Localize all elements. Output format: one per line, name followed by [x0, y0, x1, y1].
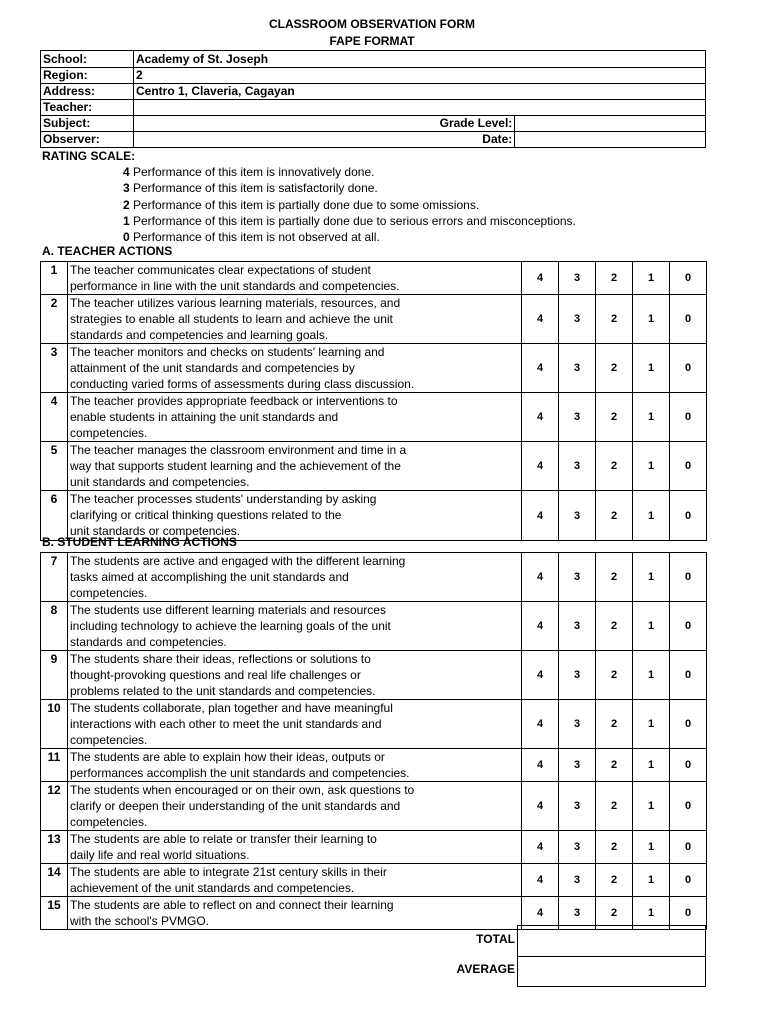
item-number: 1 [41, 262, 68, 295]
rating-level-text: Performance of this item is not observed at all. [133, 230, 380, 245]
item-description-line: The teacher communicates clear expectations of student [70, 263, 371, 277]
rating-option-4[interactable]: 4 [522, 393, 559, 442]
rating-option-4[interactable]: 4 [522, 553, 559, 602]
item-description-line: including technology to achieve the learning goals of the unit [70, 619, 391, 633]
item-description-line: standards and competencies and learning goals. [70, 328, 329, 342]
item-description-line: achievement of the unit standards and competencies. [70, 881, 355, 895]
rating-level-score: 2 [123, 197, 130, 212]
item-description-line: clarify or deepen their understanding of the unit standards and [70, 799, 401, 813]
item-description-line: daily life and real world situations. [70, 848, 250, 862]
item-description-line: The students are able to relate or transfer their learning to [70, 832, 377, 846]
rating-option-3[interactable]: 3 [559, 553, 596, 602]
rating-option-4[interactable]: 4 [522, 491, 559, 541]
item-number: 13 [41, 831, 68, 864]
rating-option-4[interactable]: 4 [522, 262, 559, 295]
item-description-line: The students when encouraged or on their own, ask questions to [70, 783, 415, 797]
item-description [68, 700, 522, 749]
rating-option-1[interactable]: 1 [633, 491, 670, 541]
subject-label: Subject: [41, 116, 134, 132]
rating-level [42, 197, 576, 213]
rating-level-text: Performance of this item is partially done due to some omissions. [133, 197, 480, 212]
rating-option-0[interactable]: 0 [670, 553, 707, 602]
rating-option-4[interactable]: 4 [522, 831, 559, 864]
rating-option-2[interactable]: 2 [596, 442, 633, 491]
rating-level [42, 213, 576, 229]
rating-option-3[interactable]: 3 [559, 831, 596, 864]
item-description-line: with the school's PVMGO. [70, 914, 210, 928]
rating-option-1[interactable]: 1 [633, 864, 670, 897]
rating-level-text: Performance of this item is satisfactorily done. [133, 181, 378, 196]
rating-option-0[interactable]: 0 [670, 700, 707, 749]
item-description-line: The students use different learning materials and resources [70, 603, 386, 617]
school-value[interactable]: Academy of St. Joseph [134, 51, 706, 68]
rating-level-score: 3 [123, 181, 130, 196]
rating-option-2[interactable]: 2 [596, 831, 633, 864]
rating-option-0[interactable]: 0 [670, 749, 707, 782]
item-description-line: competencies. [70, 426, 148, 440]
rating-option-2[interactable]: 2 [596, 897, 633, 930]
item-description-line: The teacher processes students' understanding by asking [70, 492, 377, 506]
item-description-line: tasks aimed at accomplishing the unit standards and [70, 570, 349, 584]
item-description-line: The teacher utilizes various learning materials, resources, and [70, 296, 401, 310]
rating-option-2[interactable]: 2 [596, 782, 633, 831]
average-label: AVERAGE [456, 962, 515, 976]
rating-option-4[interactable]: 4 [522, 651, 559, 700]
item-number: 7 [41, 553, 68, 602]
rating-option-3[interactable]: 3 [559, 651, 596, 700]
item-description-line: attainment of the unit standards and competencies by [70, 361, 355, 375]
item-description-line: The students share their ideas, reflections or solutions to [70, 652, 371, 666]
item-description-line: enable students in attaining the unit standards and [70, 410, 339, 424]
observer-field[interactable] [134, 132, 325, 148]
item-row [41, 864, 707, 897]
rating-option-2[interactable]: 2 [596, 344, 633, 393]
item-description-line: conducting varied forms of assessments during class discussion. [70, 377, 415, 391]
item-number: 10 [41, 700, 68, 749]
rating-option-2[interactable]: 2 [596, 651, 633, 700]
rating-scale [42, 148, 576, 245]
item-row [41, 553, 707, 602]
rating-option-0[interactable]: 0 [670, 782, 707, 831]
rating-option-0[interactable]: 0 [670, 442, 707, 491]
rating-option-3[interactable]: 3 [559, 749, 596, 782]
rating-option-1[interactable]: 1 [633, 749, 670, 782]
subject-field[interactable] [134, 116, 325, 132]
rating-option-1[interactable]: 1 [633, 782, 670, 831]
rating-option-4[interactable]: 4 [522, 897, 559, 930]
rating-option-3[interactable]: 3 [559, 700, 596, 749]
item-description-line: The teacher monitors and checks on students' learning and [70, 345, 385, 359]
rating-option-4[interactable]: 4 [522, 782, 559, 831]
rating-option-2[interactable]: 2 [596, 864, 633, 897]
item-row [41, 295, 707, 344]
rating-option-1[interactable]: 1 [633, 651, 670, 700]
rating-option-0[interactable]: 0 [670, 897, 707, 930]
item-description [68, 262, 522, 295]
rating-level [42, 229, 576, 245]
rating-option-4[interactable]: 4 [522, 864, 559, 897]
observer-label: Observer: [41, 132, 134, 148]
rating-option-1[interactable]: 1 [633, 393, 670, 442]
item-description-line: clarifying or critical thinking questions related to the [70, 508, 342, 522]
totals-area [40, 925, 706, 987]
item-description [68, 553, 522, 602]
region-label: Region: [41, 68, 134, 84]
item-description-line: thought-provoking questions and real life challenges or [70, 668, 361, 682]
item-number: 8 [41, 602, 68, 651]
total-field[interactable] [517, 925, 706, 957]
rating-option-0[interactable]: 0 [670, 602, 707, 651]
item-description-line: way that supports student learning and the achievement of the [70, 459, 401, 473]
item-row [41, 602, 707, 651]
rating-option-4[interactable]: 4 [522, 602, 559, 651]
rating-level [42, 180, 576, 196]
section-b-title: B. STUDENT LEARNING ACTIONS [42, 535, 237, 549]
item-description [68, 749, 522, 782]
rating-option-2[interactable]: 2 [596, 491, 633, 541]
item-number: 3 [41, 344, 68, 393]
item-description-line: The students are active and engaged with the different learning [70, 554, 406, 568]
item-description [68, 864, 522, 897]
rating-option-2[interactable]: 2 [596, 700, 633, 749]
rating-option-1[interactable]: 1 [633, 602, 670, 651]
rating-option-1[interactable]: 1 [633, 897, 670, 930]
item-description-line: standards and competencies. [70, 635, 227, 649]
rating-option-0[interactable]: 0 [670, 831, 707, 864]
item-description-line: performance in line with the unit standards and competencies. [70, 279, 400, 293]
info-table [40, 50, 706, 148]
item-row [41, 651, 707, 700]
item-description-line: competencies. [70, 815, 148, 829]
item-row [41, 491, 707, 541]
student-actions-table [40, 552, 707, 930]
item-number: 4 [41, 393, 68, 442]
item-description-line: unit standards and competencies. [70, 475, 250, 489]
item-description-line: The teacher provides appropriate feedback or interventions to [70, 394, 398, 408]
item-number: 15 [41, 897, 68, 930]
address-value[interactable]: Centro 1, Claveria, Cagayan [134, 84, 706, 100]
rating-option-1[interactable]: 1 [633, 344, 670, 393]
item-description-line: The students are able to explain how their ideas, outputs or [70, 750, 385, 764]
rating-option-3[interactable]: 3 [559, 344, 596, 393]
rating-option-1[interactable]: 1 [633, 700, 670, 749]
item-number: 9 [41, 651, 68, 700]
item-row [41, 393, 707, 442]
rating-option-4[interactable]: 4 [522, 295, 559, 344]
item-description [68, 602, 522, 651]
item-row [41, 831, 707, 864]
item-number: 6 [41, 491, 68, 541]
rating-option-3[interactable]: 3 [559, 262, 596, 295]
item-description [68, 651, 522, 700]
item-description-line: The teacher manages the classroom environment and time in a [70, 443, 407, 457]
item-description-line: unit standards or competencies. [70, 524, 241, 538]
school-label: School: [41, 51, 134, 68]
teacher-field[interactable] [134, 100, 706, 116]
form-title: CLASSROOM OBSERVATION FORM [268, 17, 475, 31]
item-number: 5 [41, 442, 68, 491]
rating-option-0[interactable]: 0 [670, 295, 707, 344]
item-row [41, 782, 707, 831]
rating-option-3[interactable]: 3 [559, 864, 596, 897]
rating-option-3[interactable]: 3 [559, 782, 596, 831]
address-label: Address: [41, 84, 134, 100]
rating-option-2[interactable]: 2 [596, 602, 633, 651]
item-description-line: The students are able to reflect on and connect their learning [70, 898, 394, 912]
rating-level-text: Performance of this item is innovatively done. [133, 165, 375, 180]
grade-level-field[interactable] [515, 116, 706, 132]
rating-option-2[interactable]: 2 [596, 295, 633, 344]
rating-option-4[interactable]: 4 [522, 749, 559, 782]
total-label: TOTAL [476, 932, 515, 946]
average-field[interactable] [517, 955, 706, 987]
item-row [41, 749, 707, 782]
rating-option-1[interactable]: 1 [633, 831, 670, 864]
rating-option-2[interactable]: 2 [596, 393, 633, 442]
item-row [41, 700, 707, 749]
item-description [68, 491, 522, 541]
rating-option-1[interactable]: 1 [633, 442, 670, 491]
rating-level-score: 0 [123, 230, 130, 245]
rating-option-0[interactable]: 0 [670, 344, 707, 393]
item-description-line: problems related to the unit standards and competencies. [70, 684, 376, 698]
item-description [68, 831, 522, 864]
rating-option-3[interactable]: 3 [559, 295, 596, 344]
item-row [41, 442, 707, 491]
teacher-label: Teacher: [41, 100, 134, 116]
rating-option-4[interactable]: 4 [522, 344, 559, 393]
rating-option-3[interactable]: 3 [559, 491, 596, 541]
rating-option-3[interactable]: 3 [559, 897, 596, 930]
item-description-line: The students collaborate, plan together and have meaningful [70, 701, 393, 715]
item-number: 11 [41, 749, 68, 782]
item-description [68, 442, 522, 491]
rating-option-4[interactable]: 4 [522, 700, 559, 749]
form-subtitle: FAPE FORMAT [329, 34, 415, 48]
item-row [41, 344, 707, 393]
date-field[interactable] [515, 132, 706, 148]
region-value[interactable]: 2 [134, 68, 706, 84]
item-description [68, 295, 522, 344]
item-description-line: The students are able to integrate 21st century skills in their [70, 865, 387, 879]
rating-scale-header: RATING SCALE: [42, 149, 136, 163]
teacher-actions-table [40, 261, 707, 541]
item-number: 14 [41, 864, 68, 897]
item-description [68, 393, 522, 442]
rating-option-1[interactable]: 1 [633, 553, 670, 602]
section-a-title: A. TEACHER ACTIONS [42, 244, 173, 258]
grade-level-label: Grade Level: [324, 116, 515, 132]
item-row [41, 262, 707, 295]
item-description-line: competencies. [70, 733, 148, 747]
item-number: 2 [41, 295, 68, 344]
rating-option-2[interactable]: 2 [596, 749, 633, 782]
rating-option-0[interactable]: 0 [670, 262, 707, 295]
date-label: Date: [324, 132, 515, 148]
rating-option-1[interactable]: 1 [633, 262, 670, 295]
rating-level-score: 1 [123, 213, 130, 228]
rating-option-3[interactable]: 3 [559, 442, 596, 491]
rating-option-0[interactable]: 0 [670, 651, 707, 700]
rating-option-0[interactable]: 0 [670, 393, 707, 442]
rating-option-3[interactable]: 3 [559, 393, 596, 442]
rating-option-0[interactable]: 0 [670, 491, 707, 541]
rating-option-0[interactable]: 0 [670, 864, 707, 897]
rating-level-score: 4 [123, 165, 130, 180]
rating-option-1[interactable]: 1 [633, 295, 670, 344]
item-description [68, 782, 522, 831]
rating-level [42, 164, 576, 180]
item-description-line: competencies. [70, 586, 148, 600]
rating-option-2[interactable]: 2 [596, 553, 633, 602]
item-description [68, 344, 522, 393]
item-description-line: performances accomplish the unit standards and competencies. [70, 766, 410, 780]
item-number: 12 [41, 782, 68, 831]
item-description-line: interactions with each other to meet the unit standards and [70, 717, 382, 731]
rating-option-4[interactable]: 4 [522, 442, 559, 491]
item-description-line: strategies to enable all students to learn and achieve the unit [70, 312, 393, 326]
rating-option-2[interactable]: 2 [596, 262, 633, 295]
rating-level-text: Performance of this item is partially done due to serious errors and misconceptions. [133, 213, 576, 228]
rating-option-3[interactable]: 3 [559, 602, 596, 651]
